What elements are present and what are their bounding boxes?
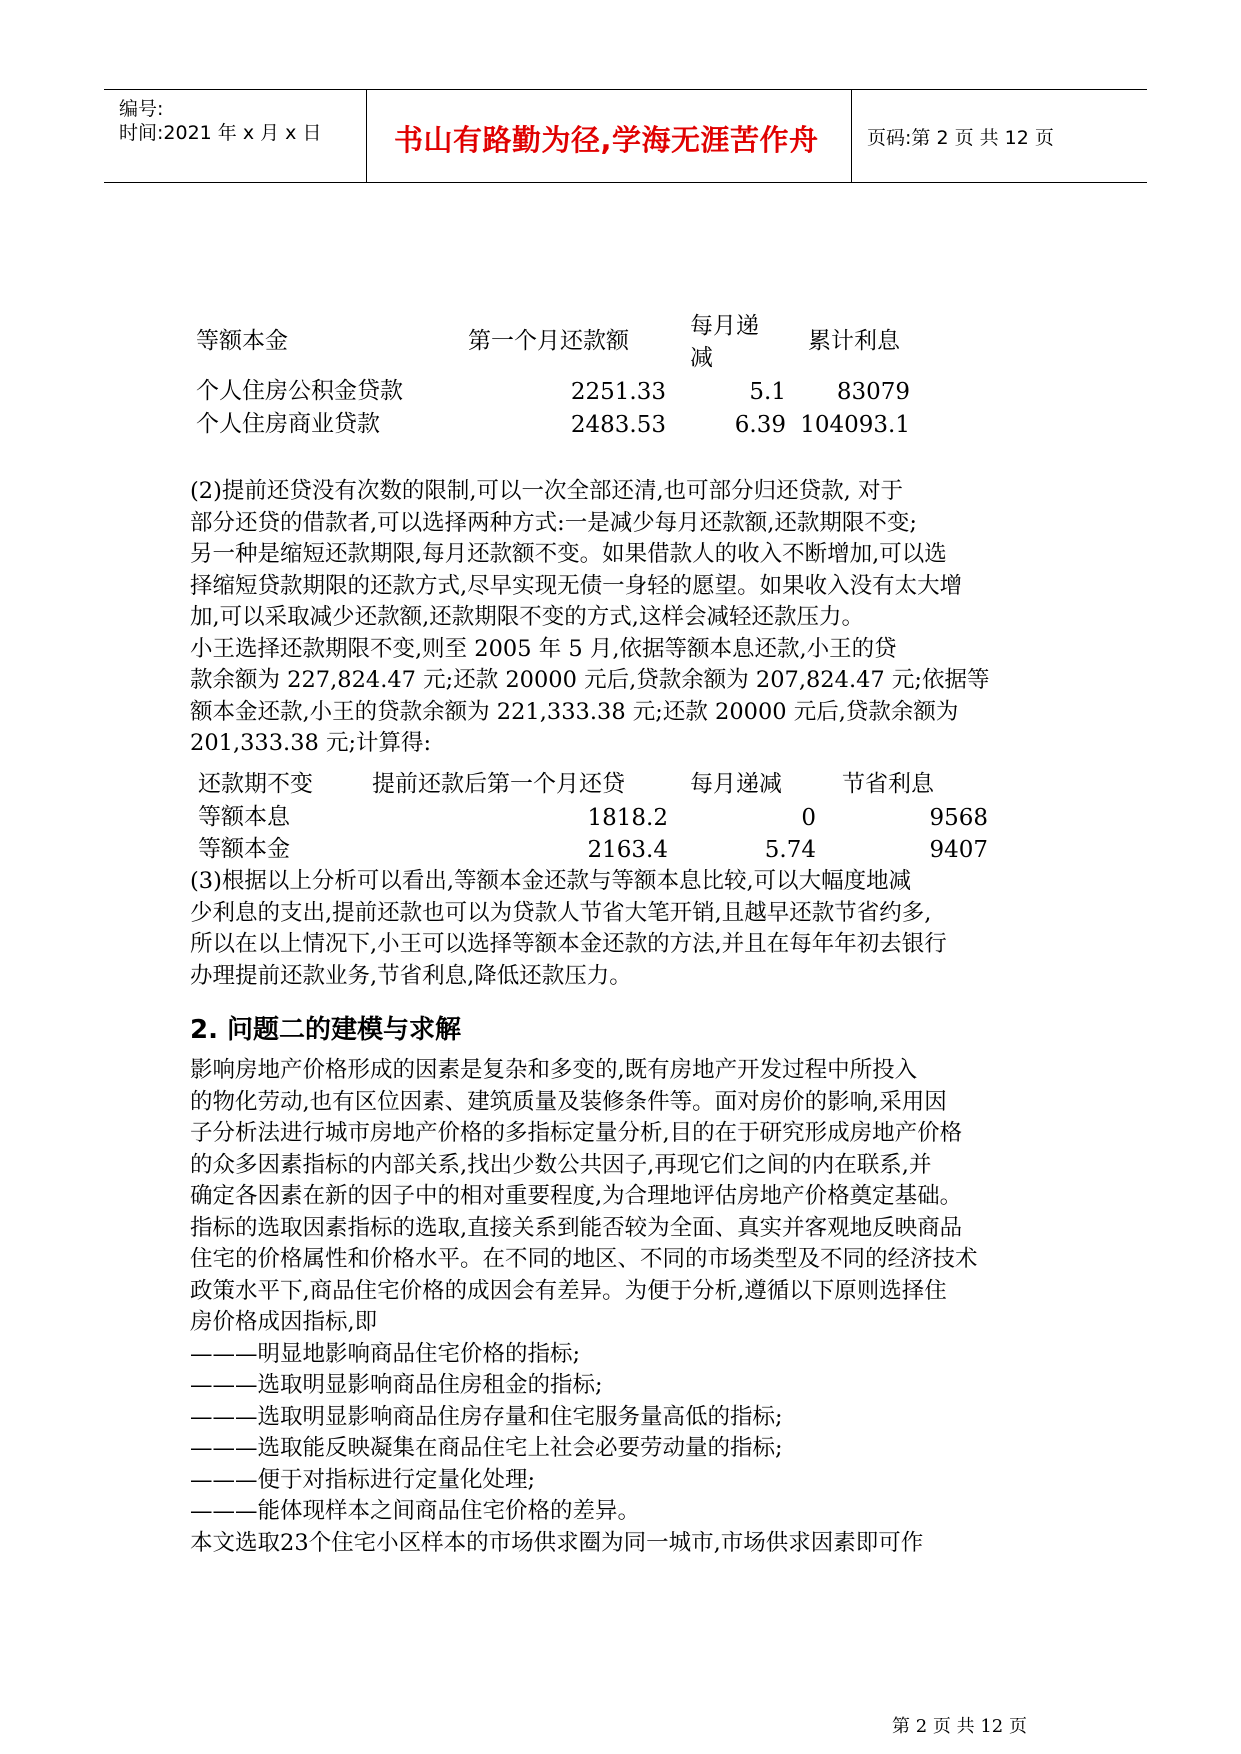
text-line: 确定各因素在新的因子中的相对重要程度,为合理地评估房地产价格奠定基础。 (190, 1183, 963, 1209)
text-line: 子分析法进行城市房地产价格的多指标定量分析,目的在于研究形成房地产价格 (190, 1120, 963, 1146)
table2-row-dec: 0 (801, 805, 816, 831)
text-line: (2)提前还贷没有次数的限制,可以一次全部还清,也可部分归还贷款, 对于 (190, 478, 903, 504)
table1-row-dec: 6.39 (734, 412, 786, 438)
table1-row-dec: 5.1 (749, 379, 786, 405)
document-time-label: 时间:2021 年 x 月 x 日 (119, 122, 322, 144)
table2-header-monthly-decrease: 每月递减 (690, 771, 782, 797)
list-item: ———选取明显影响商品住房存量和住宅服务量高低的指标; (190, 1403, 783, 1430)
paragraph-price-factors (190, 1055, 1050, 1559)
table1-header-monthly-decrease-b: 减 (690, 345, 713, 371)
document-number-label: 编号: (119, 98, 164, 120)
text-line: 另一种是缩短还款期限,每月还款额不变。如果借款人的收入不断增加,可以选 (190, 541, 947, 567)
text-line: 影响房地产价格形成的因素是复杂和多变的,既有房地产开发过程中所投入 (190, 1057, 918, 1083)
text-line: 少利息的支出,提前还款也可以为贷款人节省大笔开销,且越早还款节省约多, (190, 899, 932, 926)
table2-row-name: 等额本息 (198, 804, 290, 830)
text-line: 的众多因素指标的内部关系,找出少数公共因子,再现它们之间的内在联系,并 (190, 1151, 932, 1178)
text-line: 201,333.38 元;计算得: (190, 730, 432, 756)
table2-row-saving: 9407 (929, 837, 988, 863)
paragraph-analysis-conclusion (190, 866, 1050, 992)
text-line: 的物化劳动,也有区位因素、建筑质量及装修条件等。面对房价的影响,采用因 (190, 1088, 947, 1115)
table1-header-type: 等额本金 (196, 328, 288, 354)
table1-row-interest: 104093.1 (800, 412, 910, 438)
text-line: 择缩短贷款期限的还款方式,尽早实现无债一身轻的愿望。如果收入没有太大增 (190, 572, 963, 599)
text-line: 款余额为 227,824.47 元;还款 20000 元后,贷款余额为 207,824.47 元;依据等 (190, 667, 990, 693)
table2-row-first: 1818.2 (587, 805, 668, 831)
table2-row-dec: 5.74 (764, 837, 816, 863)
header-info-cell (104, 90, 367, 182)
table1-row-name: 个人住房公积金贷款 (196, 378, 403, 404)
table2-row-saving: 9568 (929, 805, 988, 831)
page-footer: 第 2 页 共 12 页 (892, 1716, 1027, 1737)
text-line: 指标的选取因素指标的选取,直接关系到能否较为全面、真实并客观地反映商品 (190, 1214, 963, 1241)
text-line: 小王选择还款期限不变,则至 2005 年 5 月,依据等额本息还款,小王的贷 (190, 635, 897, 662)
header-motto: 书山有路勤为径,学海无涯苦作舟 (394, 123, 819, 157)
list-item: ———明显地影响商品住宅价格的指标; (190, 1340, 581, 1367)
text-line: 所以在以上情况下,小王可以选择等额本金还款的方法,并且在每年年初去银行 (190, 931, 947, 957)
text-line: 额本金还款,小王的贷款余额为 221,333.38 元;还款 20000 元后,贷款余额为 (190, 698, 959, 725)
header-page-cell (852, 90, 1147, 182)
text-line: 加,可以采取减少还款额,还款期限不变的方式,这样会减轻还款压力。 (190, 604, 864, 630)
list-item: ———选取能反映凝集在商品住宅上社会必要劳动量的指标; (190, 1435, 783, 1461)
table1-row-first: 2251.33 (570, 379, 666, 405)
table2-header-interest-saving: 节省利息 (842, 771, 934, 797)
table1-header-total-interest: 累计利息 (808, 328, 900, 354)
page-header (104, 89, 1147, 183)
header-page-number: 页码:第 2 页 共 12 页 (867, 127, 1054, 149)
table2-header-term: 还款期不变 (198, 771, 313, 797)
section-heading: 2. 问题二的建模与求解 (190, 1015, 462, 1045)
text-line: 住宅的价格属性和价格水平。在不同的地区、不同的市场类型及不同的经济技术 (190, 1246, 978, 1272)
text-line: 本文选取23个住宅小区样本的市场供求圈为同一城市,市场供求因素即可作 (190, 1529, 924, 1556)
list-item: ———选取明显影响商品住房租金的指标; (190, 1372, 603, 1398)
paragraph-prepayment-options (190, 476, 1050, 760)
text-line: 部分还贷的借款者,可以选择两种方式:一是减少每月还款额,还款期限不变; (190, 509, 917, 536)
list-item: ———能体现样本之间商品住宅价格的差异。 (190, 1498, 641, 1524)
text-line: (3)根据以上分析可以看出,等额本金还款与等额本息比较,可以大幅度地减 (190, 868, 912, 894)
text-line: 政策水平下,商品住宅价格的成因会有差异。为便于分析,遵循以下原则选择住 (190, 1277, 947, 1304)
list-item: ———便于对指标进行定量化处理; (190, 1466, 536, 1493)
table1-row-interest: 83079 (836, 379, 910, 405)
text-line: 房价格成因指标,即 (190, 1309, 378, 1335)
table2-row-first: 2163.4 (587, 837, 668, 863)
table1-row-first: 2483.53 (570, 412, 666, 438)
text-line: 办理提前还款业务,节省利息,降低还款压力。 (190, 962, 632, 989)
header-motto-cell (367, 90, 852, 182)
table1-header-first-payment: 第一个月还款额 (468, 328, 629, 354)
table2-row-name: 等额本金 (198, 836, 290, 862)
table2-header-first-payment: 提前还款后第一个月还贷 (372, 771, 625, 797)
table1-row-name: 个人住房商业贷款 (196, 411, 380, 437)
table1-header-monthly-decrease-a: 每月递 (690, 313, 759, 339)
